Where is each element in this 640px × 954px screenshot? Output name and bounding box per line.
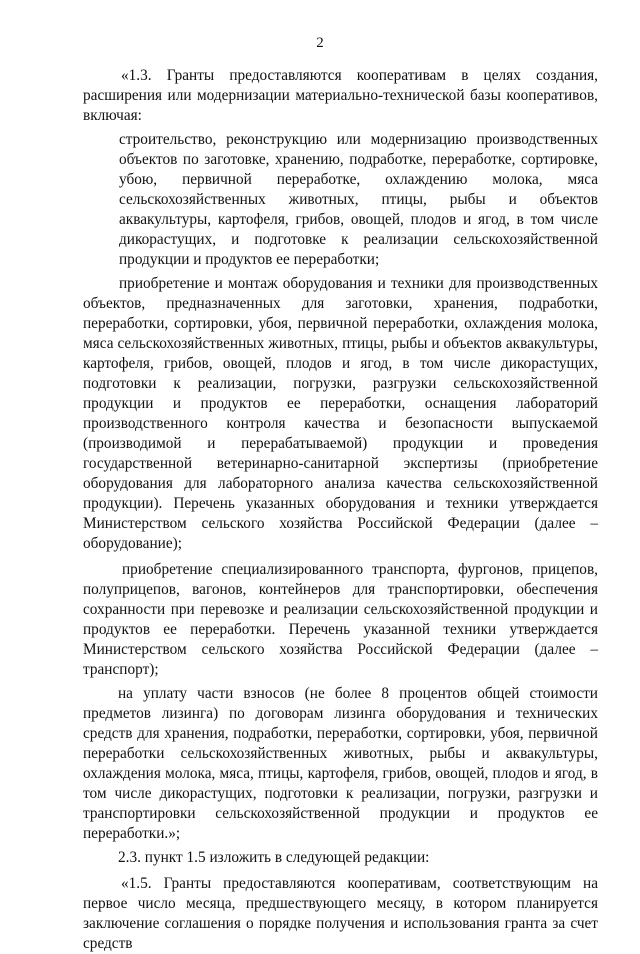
document-body bbox=[83, 66, 598, 954]
paragraph-grants-purpose: «1.3. Гранты предоставляются кооперативам в целях создания, расширения или модернизации материально-технической базы кооперативов, включая: bbox=[83, 67, 598, 124]
list-item-construction: строительство, реконструкцию или модернизацию производственных объектов по заготовке, хранению, подработке, переработке, сортировке, убою, первичной переработке, охлаждению молока, мяса сельскохозяйственных животных, птицы, рыбы и объектов аквакультуры, картофеля, грибов, овощей, плодов и ягод, в том числе дикорастущих, и подготовке к реализации сельскохозяйственной продукции и продуктов ее переработки; bbox=[119, 131, 598, 268]
list-block bbox=[119, 130, 598, 270]
list-item-equipment: приобретение и монтаж оборудования и техники для производственных объектов, предназначенных для заготовки, хранения, подработки, переработки, сортировки, убоя, первичной переработки, охлаждения молока, мяса сельскохозяйственных животных, птицы, рыбы и объектов аквакультуры, картофеля, грибов, овощей, плодов и ягод, в том числе дикорастущих, подготовки к реализации, погрузки, разгрузки сельскохозяйственной продукции и продуктов ее переработки, оснащения лабораторий производственного контроля качества и безопасности выпускаемой (производимой и перерабатываемой) продукции и проведения государственной ветеринарно-санитарной экспертизы (приобретение оборудования для лабораторного анализа качества сельскохозяйственной продукции). Перечень указанных оборудования и техники утверждается Министерством сельского хозяйства Российской Федерации (далее – оборудование); bbox=[83, 275, 598, 552]
list-item-leasing: на уплату части взносов (не более 8 процентов общей стоимости предметов лизинга) по договорам лизинга оборудования и технических средств для хранения, подработки, переработки, сортировки, убоя, первичной переработки сельскохозяйственных животных, рыбы и аквакультуры, охлаждения молока, мяса, птицы, картофеля, грибов, овощей, плодов и ягод, в том числе дикорастущих, подготовки к реализации, погрузки, разгрузки и транспортировки сельскохозяйственной продукции и продуктов ее переработки.»; bbox=[83, 685, 598, 842]
page-number: 2 bbox=[316, 35, 324, 51]
paragraph-amendment: 2.3. пункт 1.5 изложить в следующей редакции: bbox=[118, 849, 430, 866]
list-item-transport: приобретение специализированного транспорта, фургонов, прицепов, полуприцепов, вагонов, контейнеров для транспортировки, обеспечения сохранности при перевозке и реализации сельскохозяйственной продукции и продуктов ее переработки. Перечень указанной техники утверждается Министерством сельского хозяйства Российской Федерации (далее – транспорт); bbox=[83, 561, 598, 678]
paragraph-grants-eligibility: «1.5. Гранты предоставляются кооперативам, соответствующим на первое число месяца, предшествующего месяцу, в котором планируется заключение соглашения о порядке получения и использования гранта за счет средств bbox=[83, 875, 598, 952]
